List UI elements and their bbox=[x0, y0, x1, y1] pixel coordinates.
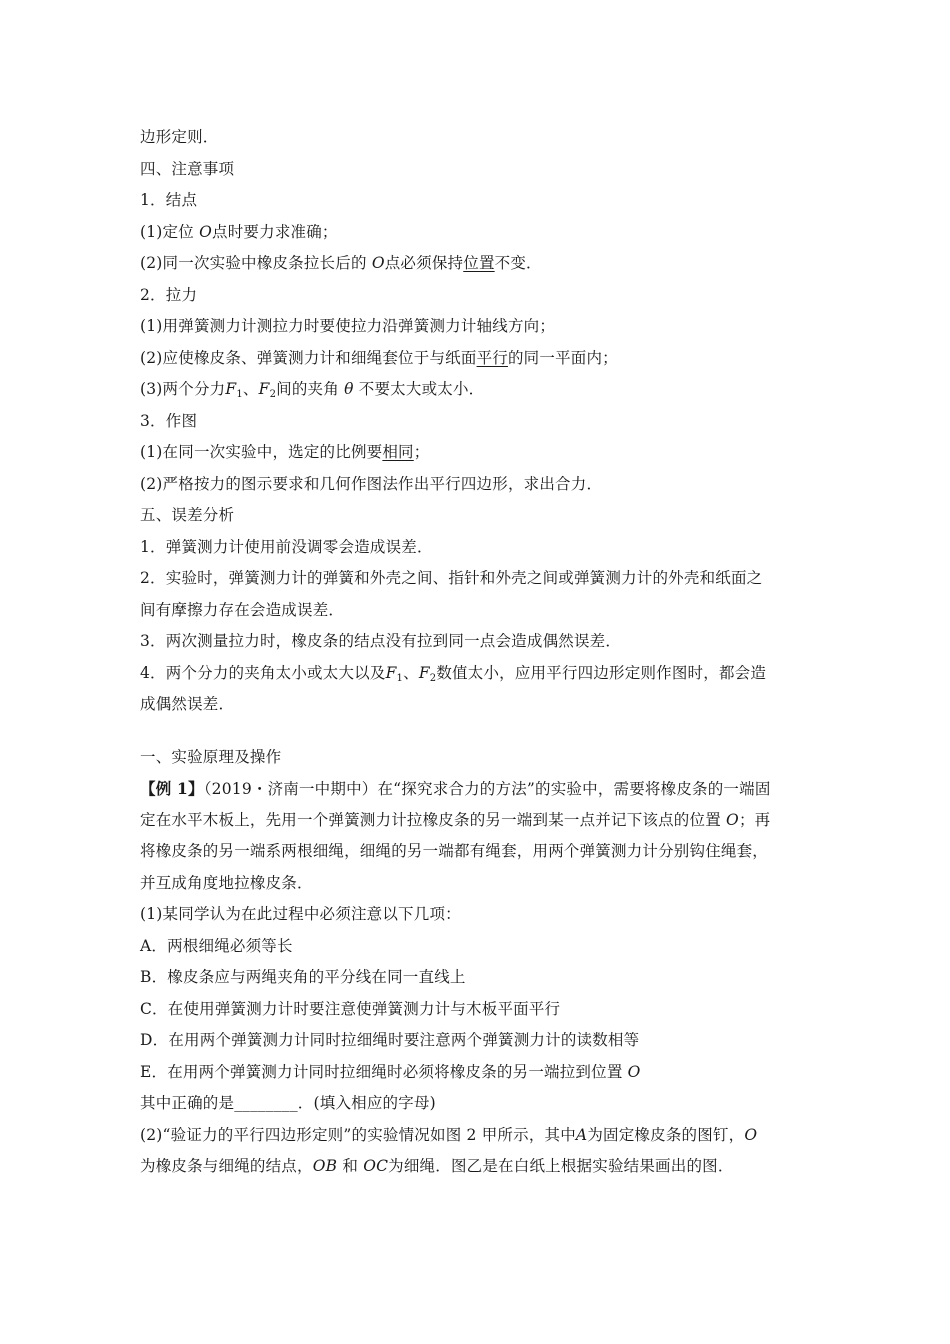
text: （2019・济南一中期中）在“探究求合力的方法”的实验中，需要将橡皮条的一端固 bbox=[203, 780, 771, 798]
var-oc: OC bbox=[363, 1157, 389, 1175]
text: 不要太大或太小． bbox=[358, 380, 485, 398]
subheading-text: 3．作图 bbox=[140, 411, 198, 430]
text: (2)“验证力的平行四边形定则”的实验情况如图 2 甲所示，其中 bbox=[140, 1125, 576, 1144]
option-b bbox=[140, 962, 820, 994]
text-line bbox=[140, 773, 820, 805]
text-line bbox=[140, 805, 820, 837]
text: 1．弹簧测力计使用前没调零会造成误差． bbox=[140, 537, 433, 556]
text: 、 bbox=[242, 380, 259, 398]
subheading-text: 2．拉力 bbox=[140, 285, 198, 304]
text: (3)两个分力 bbox=[140, 380, 226, 398]
subheading bbox=[140, 280, 820, 312]
text-line bbox=[140, 836, 820, 868]
text: 为橡皮条与细绳的结点， bbox=[140, 1157, 313, 1175]
var-theta: θ bbox=[344, 380, 354, 398]
text-line bbox=[140, 311, 820, 343]
var-o: O bbox=[199, 222, 213, 241]
text: B．橡皮条应与两绳夹角的平分线在同一直线上 bbox=[140, 968, 466, 986]
option-d bbox=[140, 1025, 820, 1057]
text-line bbox=[140, 689, 820, 721]
text: 成偶然误差． bbox=[140, 695, 235, 713]
text-line bbox=[140, 626, 820, 658]
text-line bbox=[140, 217, 820, 249]
text: 定在水平木板上，先用一个弹簧测力计拉橡皮条的另一端到某一点并记下该点的位置 bbox=[140, 810, 721, 829]
subheading-text: 1．结点 bbox=[140, 191, 198, 209]
text: (2)同一次实验中橡皮条拉长后的 bbox=[140, 254, 367, 272]
text: 点必须保持 bbox=[384, 254, 464, 272]
subheading bbox=[140, 406, 820, 438]
text: 不变． bbox=[494, 254, 542, 272]
var-f: F bbox=[258, 380, 270, 398]
option-c bbox=[140, 994, 820, 1026]
text-line bbox=[140, 122, 820, 154]
text-line bbox=[140, 899, 820, 931]
section-heading bbox=[140, 154, 820, 186]
text: 间的夹角 bbox=[276, 380, 339, 398]
text: 的同一平面内； bbox=[507, 348, 618, 367]
subscript: 2 bbox=[429, 672, 437, 684]
text: (1)用弹簧测力计测拉力时要使拉力沿弹簧测力计轴线方向； bbox=[140, 317, 556, 335]
text: (1)定位 bbox=[140, 222, 194, 241]
text: D．在用两个弹簧测力计同时拉细绳时要注意两个弹簧测力计的读数相等 bbox=[140, 1031, 640, 1049]
var-ob: OB bbox=[312, 1157, 338, 1175]
text: 边形定则． bbox=[140, 128, 219, 146]
var-o: O bbox=[627, 1062, 641, 1081]
heading-text: 四、注意事项 bbox=[140, 159, 235, 178]
text: 、 bbox=[403, 663, 419, 682]
text-line bbox=[140, 248, 820, 280]
var-f: F bbox=[385, 663, 397, 682]
text: E．在用两个弹簧测力计同时拉细绳时必须将橡皮条的另一端拉到位置 bbox=[140, 1062, 623, 1081]
text-line bbox=[140, 1120, 820, 1152]
spacer bbox=[140, 721, 820, 742]
text: C．在使用弹簧测力计时要注意使弹簧测力计与木板平面平行 bbox=[140, 999, 561, 1018]
text-line bbox=[140, 343, 820, 375]
text: 4．两个分力的夹角太小或太大以及 bbox=[140, 663, 386, 682]
text-line bbox=[140, 1151, 820, 1183]
text: 间有摩擦力存在会造成误差． bbox=[140, 600, 345, 619]
subscript: 1 bbox=[396, 672, 404, 684]
text-line bbox=[140, 374, 820, 406]
underlined-term: 位置 bbox=[463, 254, 495, 272]
subscript: 1 bbox=[236, 389, 243, 400]
var-o: O bbox=[371, 254, 385, 272]
underlined-term: 平行 bbox=[476, 348, 508, 367]
text-line bbox=[140, 658, 820, 690]
heading-text: 五、误差分析 bbox=[140, 506, 235, 524]
option-e bbox=[140, 1057, 820, 1089]
text: (1)在同一次实验中，选定的比例要 bbox=[140, 443, 383, 461]
text: (1)某同学认为在此过程中必须注意以下几项： bbox=[140, 905, 461, 923]
text: (2)严格按力的图示要求和几何作图法作出平行四边形，求出合力． bbox=[140, 474, 603, 493]
document-page bbox=[140, 122, 820, 1183]
text: 将橡皮条的另一端系两根细绳，细绳的另一端都有绳套，用两个弹簧测力计分别钩住绳套， bbox=[140, 842, 769, 860]
text-line bbox=[140, 469, 820, 501]
text: ；再 bbox=[738, 810, 771, 829]
section-heading bbox=[140, 500, 820, 532]
text-line bbox=[140, 563, 820, 595]
option-a bbox=[140, 931, 820, 963]
heading-text: 一、实验原理及操作 bbox=[140, 747, 282, 766]
var-o: O bbox=[744, 1125, 758, 1144]
example-tag: 【例 1】 bbox=[140, 779, 204, 798]
text: 为固定橡皮条的图钉， bbox=[587, 1125, 745, 1144]
var-f: F bbox=[418, 663, 430, 682]
text-line bbox=[140, 437, 820, 469]
underlined-term: 相同 bbox=[382, 443, 414, 461]
section-heading bbox=[140, 742, 820, 774]
text: ； bbox=[413, 443, 430, 461]
text: (2)应使橡皮条、弹簧测力计和细绳套位于与纸面 bbox=[140, 348, 477, 367]
text: 和 bbox=[342, 1157, 359, 1175]
var-o: O bbox=[726, 810, 739, 829]
text-line bbox=[140, 532, 820, 564]
text-line bbox=[140, 595, 820, 627]
subheading bbox=[140, 185, 820, 217]
text: 点时要力求准确； bbox=[212, 222, 338, 241]
text: 数值太小，应用平行四边形定则作图时，都会造 bbox=[436, 663, 767, 682]
text: A．两根细绳必须等长 bbox=[140, 936, 293, 955]
text: 为细绳．图乙是在白纸上根据实验结果画出的图． bbox=[388, 1157, 734, 1175]
subscript: 2 bbox=[269, 389, 277, 400]
text: 3．两次测量拉力时，橡皮条的结点没有拉到同一点会造成偶然误差． bbox=[140, 632, 622, 650]
text: 2．实验时，弹簧测力计的弹簧和外壳之间、指针和外壳之间或弹簧测力计的外壳和纸面之 bbox=[140, 569, 763, 587]
text: 并互成角度地拉橡皮条． bbox=[140, 873, 313, 892]
answer-line bbox=[140, 1088, 820, 1120]
text-line bbox=[140, 868, 820, 900]
var-f: F bbox=[225, 380, 237, 398]
text: 其中正确的是________．(填入相应的字母) bbox=[140, 1094, 436, 1112]
var-a: A bbox=[575, 1125, 588, 1144]
